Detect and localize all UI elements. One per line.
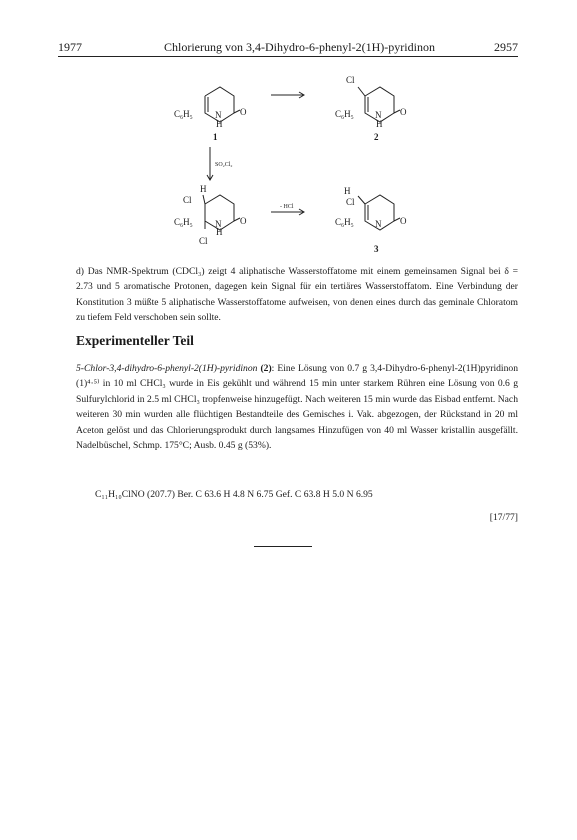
intermediate-n: N [215,219,222,229]
section-heading: Experimenteller Teil [76,333,194,348]
intermediate-h: H [200,184,207,194]
header-title: Chlorierung von 3,4-Dihydro-6-phenyl-2(1H)-pyridinon [164,40,435,54]
intermediate-c6h5: C₆H₅ [174,217,193,227]
elemental-analysis: C₁₁H₁₀ClNO (207.7) Ber. C 63.6 H 4.8 N 6.75 Gef. C 63.8 H 5.0 N 6.95 [95,489,373,500]
compound-2-label: 2 [374,132,379,142]
end-rule [254,546,312,547]
experimental-body: : Eine Lösung von 0.7 g 3,4-Dihydro-6-phenyl-2(1H)pyridinon (1)⁴·⁵⁾ in 10 ml CHCl₃ wurde in Eis gekühlt und während 15 min unter starkem Rühren eine Lösung von 0.6 g Sulfurylchlorid in 2.5 ml CHCl₃ tropfenweise hinzugefügt. Nach weiteren 15 min wurde das Eisbad entfernt. Nach weiteren 30 min wurden alle flüchtigen Bestandteile des Gemisches i. Vak. abgezogen, der Rückstand in 20 ml Aceton gelöst und das Chlorierungsprodukt durch langsames Hinzufügen von 40 ml Wasser kristallin ausgefällt. Nadelbüschel, Schmp. 175°C; Ausb. 0.45 g (53%). [76,363,518,452]
experimental-paragraph [76,361,518,453]
compound-3-cl: Cl [346,197,355,207]
header-page: 2957 [494,40,518,54]
compound-2-n: N [375,110,382,120]
intermediate-nh: H [216,227,223,237]
compound-3-c6h5: C₆H₅ [335,217,354,227]
reagent-so2cl2: SO₂Cl₂ [215,162,233,168]
compound-number: (2) [257,363,272,374]
compound-name: 5-Chlor-3,4-dihydro-6-phenyl-2(1H)-pyridinon [76,363,258,374]
reagent-hcl: - HCl [280,204,294,210]
reference-code: [17/77] [489,512,518,523]
compound-2-nh: H [376,119,383,129]
reaction-scheme [0,62,577,262]
compound-2-cl: Cl [346,75,355,85]
intermediate-o: O [240,216,247,226]
compound-3-n: N [375,219,382,229]
compound-1-o: O [240,107,247,117]
compound-1-structure [205,87,240,122]
intermediate-structure [203,195,240,230]
compound-3-h: H [344,186,351,196]
compound-1-label: 1 [213,132,218,142]
reaction-arrow [271,92,304,98]
compound-1-c6h5: C₆H₅ [174,109,193,119]
paragraph-d: d) Das NMR-Spektrum (CDCl₃) zeigt 4 aliphatische Wasserstoffatome mit einem gemeinsamen Signal bei δ = 2.73 und 5 aromatische Protonen, dagegen kein Signal für ein tertiäres Wasserstoffatom. Eine Verbindung der Konstitution 3 müßte 5 aliphatische Wasserstoffatome aufweisen, von denen eines durch das geminale Chloratom zu tiefem Feld verschoben sein sollte. [76,266,518,324]
header-year: 1977 [58,40,82,54]
header-rule [58,56,518,57]
compound-1-n: N [215,110,222,120]
intermediate-cl-bottom: Cl [199,236,208,246]
compound-2-c6h5: C₆H₅ [335,109,354,119]
down-arrow [207,147,213,180]
compound-2-o: O [400,107,407,117]
compound-3-label: 3 [374,244,379,254]
intermediate-cl-top: Cl [183,195,192,205]
compound-1-nh: H [216,119,223,129]
compound-3-o: O [400,216,407,226]
